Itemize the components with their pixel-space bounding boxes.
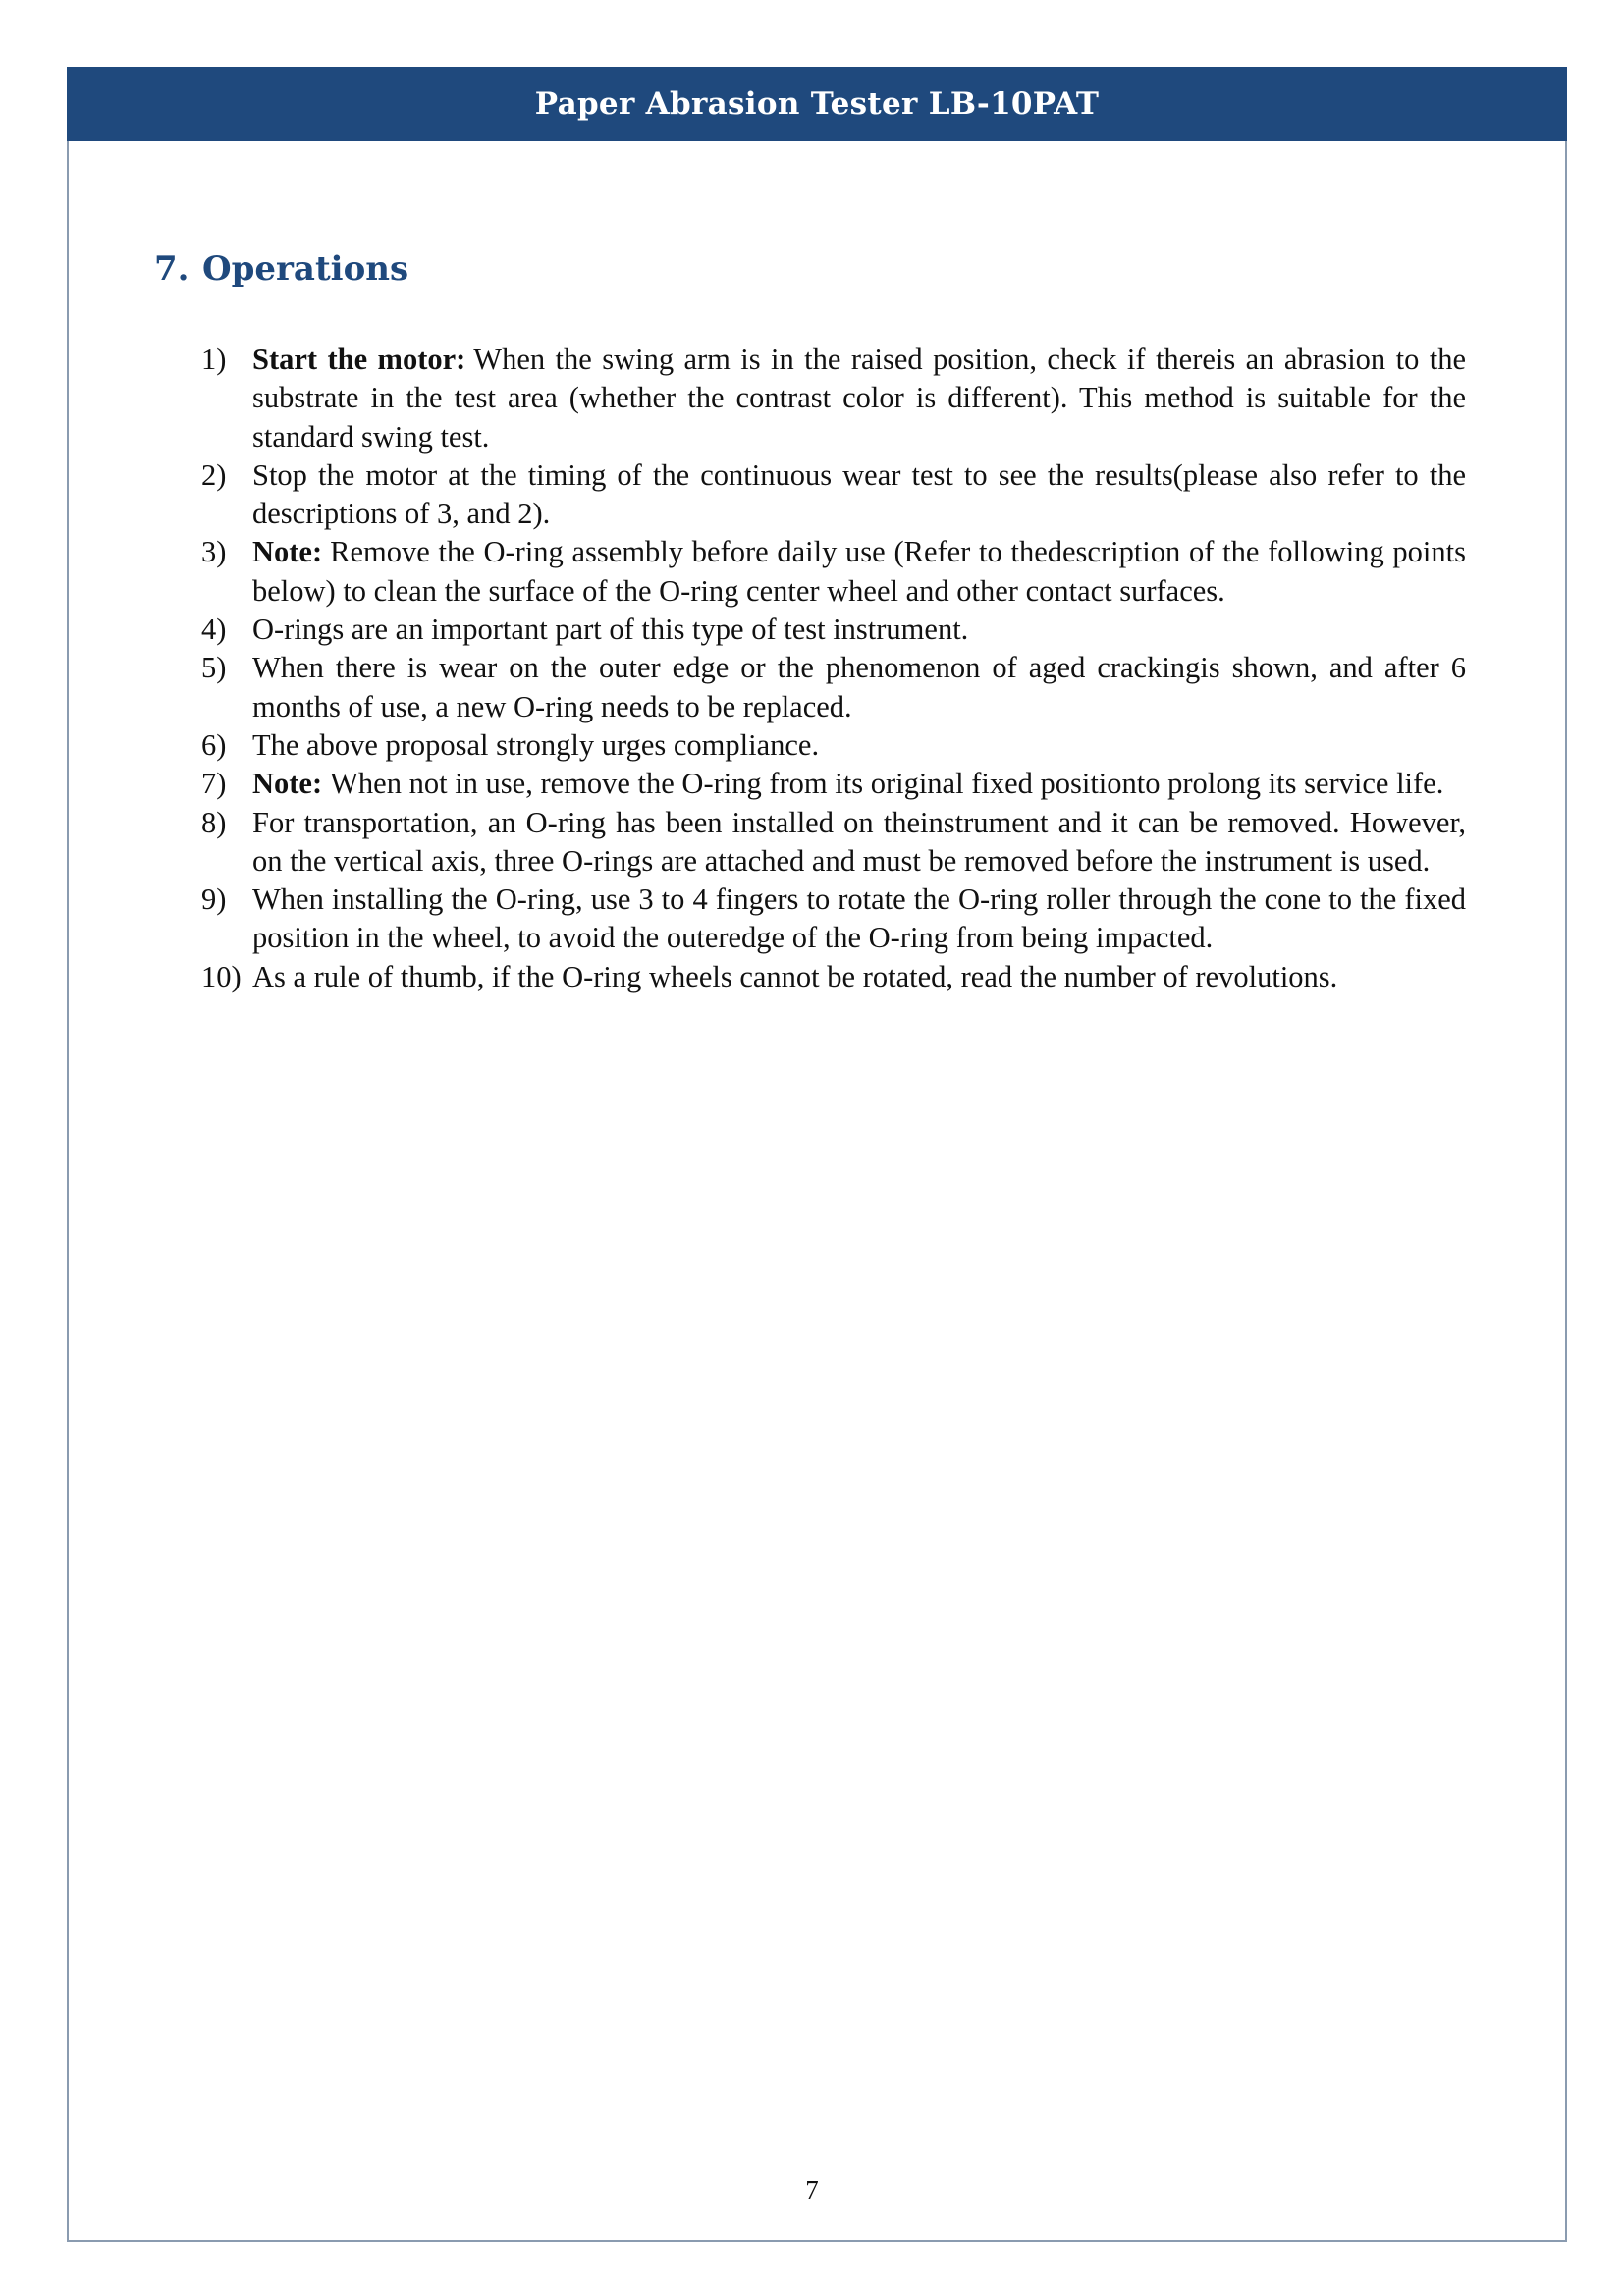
list-item	[201, 958, 1466, 996]
item-number: 4)	[201, 613, 227, 647]
item-text: When installing the O-ring, use 3 to 4 fingers to rotate the O-ring roller through the cone to the fixed position in the wheel, to avoid the outeredge of the O-ring from being impacted.	[252, 882, 1466, 955]
item-lead: Note:	[252, 767, 323, 801]
item-text: The above proposal strongly urges compliance.	[252, 727, 820, 762]
page-header	[67, 67, 1567, 141]
item-number: 6)	[201, 727, 227, 762]
section-title: Operations	[202, 249, 409, 289]
item-number: 9)	[201, 882, 227, 917]
item-number: 8)	[201, 805, 227, 839]
item-text: For transportation, an O-ring has been installed on theinstrument and it can be removed. However, on the vertical axis, three O-rings are attached and must be removed before the instrument is used.	[252, 805, 1466, 878]
item-number: 7)	[201, 767, 227, 801]
operations-list	[201, 341, 1466, 996]
list-item	[201, 649, 1466, 726]
list-item	[201, 456, 1466, 534]
item-text: When there is wear on the outer edge or the phenomenon of aged crackingis shown, and after 6 months of use, a new O-ring needs to be replaced.	[252, 651, 1466, 723]
item-text: O-rings are an important part of this type of test instrument.	[252, 613, 969, 647]
list-item	[201, 726, 1466, 765]
list-item	[201, 611, 1466, 649]
page-number: 7	[805, 2175, 819, 2205]
list-item	[201, 804, 1466, 881]
item-text: When the swing arm is in the raised position, check if thereis an abrasion to the substrate in the test area (whether the contrast color is different). This method is suitable for the standard swing test.	[252, 343, 1466, 454]
item-number: 10)	[201, 959, 242, 993]
item-number: 5)	[201, 651, 227, 685]
list-item	[201, 341, 1466, 456]
item-text: As a rule of thumb, if the O-ring wheels cannot be rotated, read the number of revolutions.	[252, 959, 1338, 993]
list-item	[201, 881, 1466, 958]
item-number: 2)	[201, 457, 227, 492]
header-title: Paper Abrasion Tester LB-10PAT	[534, 86, 1100, 122]
item-text: Stop the motor at the timing of the continuous wear test to see the results(please also refer to the descriptions of 3, and 2).	[252, 457, 1466, 531]
section-number: 7.	[154, 249, 189, 289]
item-number: 1)	[201, 343, 227, 376]
item-text: Remove the O-ring assembly before daily use (Refer to thedescription of the following points below) to clean the surface of the O-ring center wheel and other contact surfaces.	[252, 535, 1466, 608]
item-text: When not in use, remove the O-ring from its original fixed positionto prolong its service life.	[330, 767, 1444, 801]
item-lead: Start the motor:	[252, 343, 466, 376]
section-heading	[154, 249, 408, 289]
list-item	[201, 533, 1466, 611]
list-item	[201, 765, 1466, 803]
item-lead: Note:	[252, 535, 323, 569]
item-number: 3)	[201, 535, 227, 569]
